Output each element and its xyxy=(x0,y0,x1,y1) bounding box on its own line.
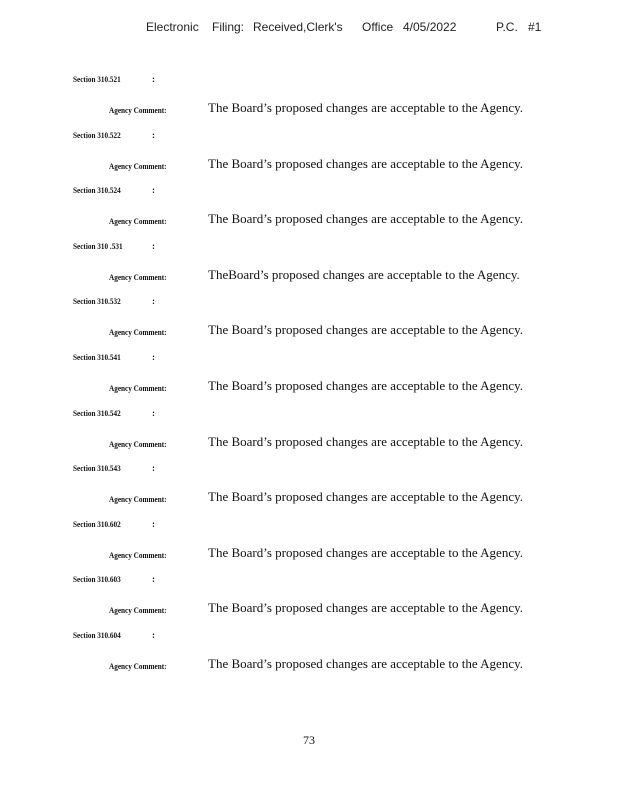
header-filing: Filing: xyxy=(212,20,245,34)
section-colon: : xyxy=(152,296,155,307)
agency-comment-label: Agency Comment: xyxy=(109,216,167,227)
agency-comment-label: Agency Comment: xyxy=(109,438,167,449)
section-number: Section 310.541 xyxy=(73,352,121,362)
agency-comment-text: The Board’s proposed changes are acceptable to the Agency. xyxy=(208,100,524,115)
agency-comment-label: Agency Comment: xyxy=(109,494,167,505)
section-colon: : xyxy=(152,74,155,84)
section-colon: : xyxy=(152,574,155,585)
section-number: Section 310.542 xyxy=(73,407,121,418)
agency-comment-label: Agency Comment: xyxy=(109,327,167,338)
agency-comment-text: The Board’s proposed changes are acceptable to the Agency. xyxy=(208,489,524,505)
section-colon: : xyxy=(152,240,155,251)
section-number: Section 310.603 xyxy=(73,574,121,585)
section-colon: : xyxy=(152,463,155,474)
agency-comment-text: The Board’s proposed changes are acceptable to the Agency. xyxy=(208,656,524,671)
section-number: Section 310.524 xyxy=(73,185,121,196)
section-number: Section 310.522 xyxy=(73,129,121,140)
header-pc: P.C. xyxy=(496,20,518,34)
agency-comment-text: The Board’s proposed changes are acceptable to the Agency. xyxy=(208,378,524,393)
section-number: Section 310 .531 xyxy=(73,240,123,251)
section-colon: : xyxy=(152,630,155,640)
agency-comment-label: Agency Comment: xyxy=(109,105,167,115)
header-electronic: Electronic xyxy=(146,20,199,34)
header-office: Office xyxy=(362,20,394,34)
agency-comment-label: Agency Comment: xyxy=(109,661,167,671)
section-number: Section 310.604 xyxy=(73,630,121,640)
header-number: #1 xyxy=(528,20,542,34)
agency-comment-label: Agency Comment: xyxy=(109,605,167,616)
section-number: Section 310.532 xyxy=(73,296,121,307)
section-colon: : xyxy=(152,407,155,418)
agency-comment-text: The Board’s proposed changes are acceptable to the Agency. xyxy=(208,433,524,449)
header-received: Received,Clerk's xyxy=(253,20,343,34)
filing-stamp-header xyxy=(0,20,618,36)
agency-comment-label: Agency Comment: xyxy=(109,271,167,282)
agency-comment-text: TheBoard’s proposed changes are acceptable to the Agency. xyxy=(208,266,520,282)
section-colon: : xyxy=(152,129,155,140)
agency-comment-text: The Board’s proposed changes are acceptable to the Agency. xyxy=(208,155,524,171)
agency-comment-text: The Board’s proposed changes are acceptable to the Agency. xyxy=(208,544,524,560)
agency-comment-label: Agency Comment: xyxy=(109,383,167,393)
section-number: Section 310.602 xyxy=(73,518,121,529)
section-colon: : xyxy=(152,352,155,362)
section-colon: : xyxy=(152,518,155,529)
section-number: Section 310.521 xyxy=(73,74,121,84)
section-colon: : xyxy=(152,185,155,196)
agency-comment-label: Agency Comment: xyxy=(109,160,167,171)
page-number: 73 xyxy=(303,733,315,747)
agency-comment-label: Agency Comment: xyxy=(109,549,167,560)
agency-comment-text: The Board’s proposed changes are acceptable to the Agency. xyxy=(208,600,524,616)
agency-comment-text: The Board’s proposed changes are acceptable to the Agency. xyxy=(208,322,524,338)
header-date: 4/05/2022 xyxy=(403,20,457,34)
section-number: Section 310.543 xyxy=(73,463,121,474)
agency-comment-text: The Board’s proposed changes are acceptable to the Agency. xyxy=(208,211,524,227)
